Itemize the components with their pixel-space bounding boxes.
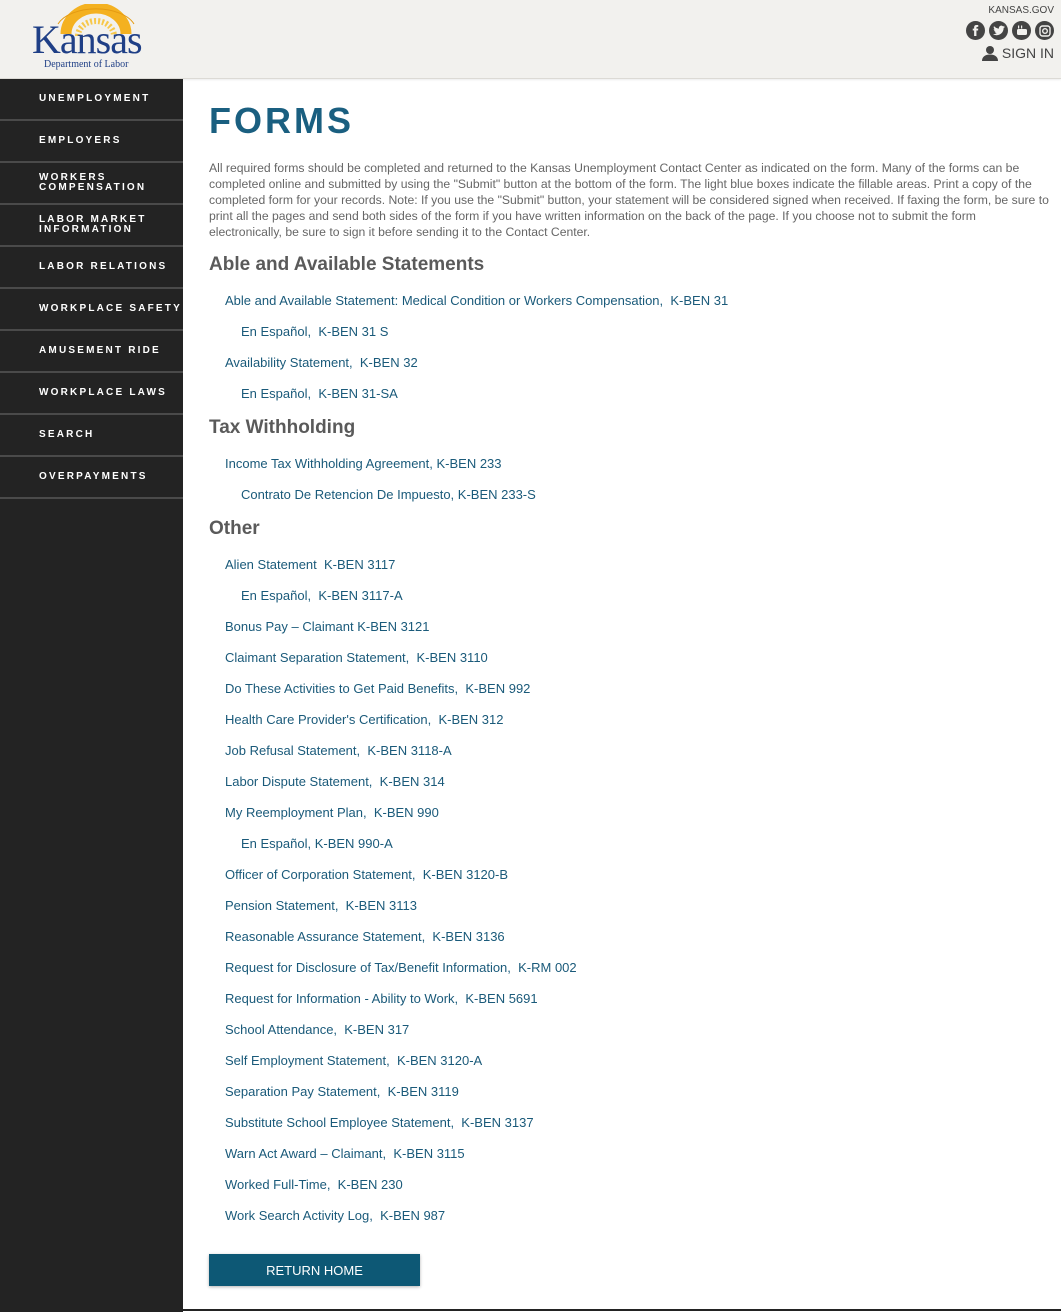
form-link[interactable]: Job Refusal Statement, K-BEN 3118-A [225, 743, 452, 758]
form-link[interactable]: Substitute School Employee Statement, K-BEN 3137 [225, 1115, 534, 1130]
form-link[interactable]: Labor Dispute Statement, K-BEN 314 [225, 774, 445, 789]
form-link[interactable]: En Español, K-BEN 31-SA [241, 386, 398, 401]
form-link[interactable]: En Español, K-BEN 3117-A [241, 588, 403, 603]
form-link[interactable]: Contrato De Retencion De Impuesto, K-BEN 233-S [241, 487, 536, 502]
sidebar-item-employers[interactable]: EMPLOYERS [0, 121, 183, 163]
form-link[interactable]: Work Search Activity Log, K-BEN 987 [225, 1208, 446, 1223]
kansas-logo[interactable] [28, 4, 156, 72]
form-link[interactable]: Officer of Corporation Statement, K-BEN 3120-B [225, 867, 509, 882]
sidebar-nav [0, 79, 183, 1312]
sidebar-item-unemployment[interactable]: UNEMPLOYMENT [0, 79, 183, 121]
sign-in-label: SIGN IN [1001, 45, 1054, 61]
site-header [0, 0, 1061, 79]
sidebar-item-labor-market-information[interactable]: LABOR MARKET INFORMATION [0, 205, 183, 247]
sidebar-item-overpayments[interactable]: OVERPAYMENTS [0, 457, 183, 499]
form-link[interactable]: Reasonable Assurance Statement, K-BEN 3136 [225, 929, 505, 944]
sidebar-item-labor-relations[interactable]: LABOR RELATIONS [0, 247, 183, 289]
form-link[interactable]: Alien Statement K-BEN 3117 [225, 557, 396, 572]
form-link[interactable]: Do These Activities to Get Paid Benefits, K-BEN 992 [225, 681, 531, 696]
sidebar-item-amusement-ride[interactable]: AMUSEMENT RIDE [0, 331, 183, 373]
form-link[interactable]: Availability Statement, K-BEN 32 [225, 355, 418, 370]
form-link[interactable]: My Reemployment Plan, K-BEN 990 [225, 805, 439, 820]
sidebar-item-search[interactable]: SEARCH [0, 415, 183, 457]
twitter-icon[interactable] [989, 21, 1008, 40]
youtube-icon[interactable] [1012, 21, 1031, 40]
page-title: FORMS [209, 100, 354, 141]
form-link[interactable]: School Attendance, K-BEN 317 [225, 1022, 410, 1037]
form-link[interactable]: Income Tax Withholding Agreement, K-BEN 233 [225, 456, 502, 471]
form-link[interactable]: Pension Statement, K-BEN 3113 [225, 898, 417, 913]
section-heading: Other [209, 518, 260, 539]
facebook-icon[interactable] [966, 21, 985, 40]
form-link[interactable]: Worked Full-Time, K-BEN 230 [225, 1177, 403, 1192]
section-heading: Tax Withholding [209, 417, 356, 438]
logo-wordmark: Kansas [32, 17, 142, 62]
sidebar-item-workplace-laws[interactable]: WORKPLACE LAWS [0, 373, 183, 415]
social-links [966, 21, 1054, 40]
forms-sections [209, 254, 1049, 1231]
intro-paragraph: All required forms should be completed and returned to the Kansas Unemployment Contact Center as indicated on the form. Many of the forms can be completed online and submitted by using the "Submit" button at the bottom of the form. The light blue boxes indicate the fillable areas. Print a copy of the completed form for your records. Note: If you use the "Submit" button, your statement will be considered signed when received. If faxing the form, be sure to print all the pages and send both sides of the form if you have written information on the back of the page. If you choose not to submit the form electronically, be sure to sign it before sending it to the Contact Center. [209, 161, 1049, 239]
form-link[interactable]: Health Care Provider's Certification, K-BEN 312 [225, 712, 504, 727]
kansas-gov-link[interactable]: KANSAS.GOV [988, 5, 1054, 16]
form-link[interactable]: Self Employment Statement, K-BEN 3120-A [225, 1053, 483, 1068]
user-icon [982, 45, 998, 61]
sidebar-item-workers-compensation[interactable]: WORKERS COMPENSATION [0, 163, 183, 205]
form-link[interactable]: En Español, K-BEN 990-A [241, 836, 393, 851]
main-content [209, 100, 1049, 1231]
form-link[interactable]: Request for Information - Ability to Work, K-BEN 5691 [225, 991, 538, 1006]
sign-in-link[interactable] [982, 45, 1054, 61]
form-link[interactable]: Claimant Separation Statement, K-BEN 3110 [225, 650, 488, 665]
form-link[interactable]: Bonus Pay – Claimant K-BEN 3121 [225, 619, 430, 634]
logo-subtitle: Department of Labor [44, 59, 129, 70]
form-link[interactable]: En Español, K-BEN 31 S [241, 324, 389, 339]
form-link[interactable]: Separation Pay Statement, K-BEN 3119 [225, 1084, 459, 1099]
form-link[interactable]: Able and Available Statement: Medical Condition or Workers Compensation, K-BEN 31 [225, 293, 729, 308]
sidebar-item-workplace-safety[interactable]: WORKPLACE SAFETY [0, 289, 183, 331]
form-link[interactable]: Warn Act Award – Claimant, K-BEN 3115 [225, 1146, 465, 1161]
section-heading: Able and Available Statements [209, 254, 485, 275]
instagram-icon[interactable] [1035, 21, 1054, 40]
form-link[interactable]: Request for Disclosure of Tax/Benefit Information, K-RM 002 [225, 960, 577, 975]
footer-divider [183, 1309, 1061, 1311]
return-home-button[interactable]: RETURN HOME [209, 1254, 420, 1286]
